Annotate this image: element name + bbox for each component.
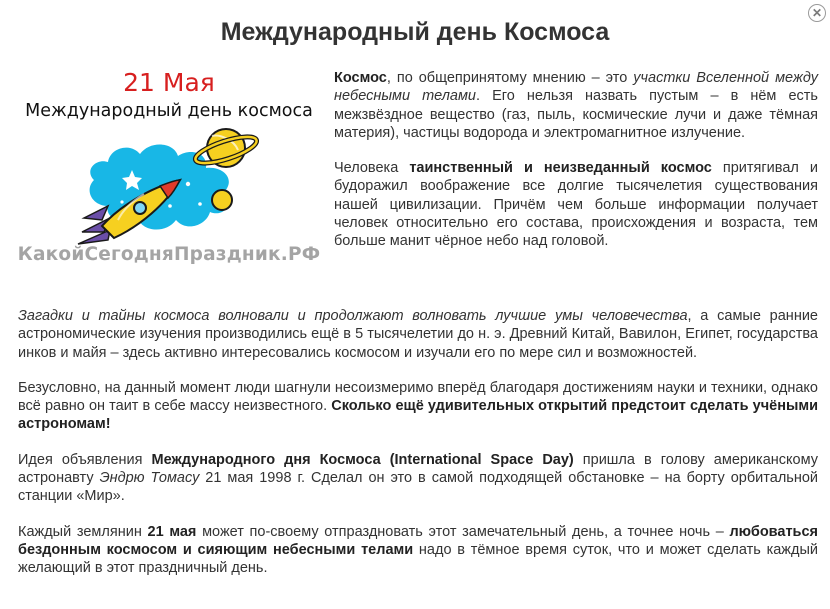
bold-text: Международного дня Космоса (International Space Day)	[151, 451, 574, 468]
paragraph-history	[18, 307, 818, 362]
plain-text: 21 мая 1998 г. Сделал он это в самой подходящей обстановке – на борту орбитальной станции «Мир».	[18, 470, 819, 505]
page-title: Международный день Космоса	[220, 18, 610, 46]
paragraph-celebration	[18, 523, 818, 578]
plain-text: . Его нельзя назвать пустым – в нём есть межзвёздное вещество (газ, пыль, космические лучи и даже тёмная материя), частицы водорода и электромагнитное излучение.	[334, 88, 818, 141]
italic-text: Загадки и тайны космоса волновали и продолжают волновать лучшие умы человечества	[18, 308, 688, 324]
holiday-illustration	[16, 66, 322, 272]
bold-text: Космос	[334, 70, 387, 86]
plain-text: может по-своему отпраздновать этот замечательный день, а точнее ночь –	[196, 523, 730, 540]
paragraph-mystery	[334, 159, 818, 250]
italic-text: участки Вселенной между небесными телами	[334, 70, 818, 105]
illustration-caption: Международный день космоса	[25, 101, 313, 121]
bold-text: таинственный и неизведанный космос	[409, 160, 712, 177]
plain-text: , а самые ранние астрономические изучения производились ещё в 5 тысячелетии до н. э. Древний Китай, Вавилон, Египет, государства инков и майя – здесь активно интересовались космосом и изучали его по мере сил и возможностей.	[18, 308, 818, 361]
bold-text: Сколько ещё удивительных открытий предстоит сделать учёными астрономам!	[18, 398, 819, 433]
plain-text: , по общепринятому мнению – это	[386, 70, 634, 86]
small-planet-icon	[212, 190, 232, 210]
paragraph-origin	[18, 451, 818, 506]
plain-text: надо в тёмное время суток, что и может сделать каждый желающий в этот праздничный день.	[18, 541, 818, 577]
italic-text: Эндрю Томасу	[99, 470, 200, 487]
article-body	[18, 307, 818, 595]
plain-text: пришла в голову американскому астронавту	[18, 451, 818, 487]
plain-text: Идея объявления	[18, 451, 152, 468]
ringed-planet-icon	[193, 129, 259, 168]
paragraph-cosmos-definition	[334, 69, 818, 142]
bold-text: 21 мая	[147, 523, 197, 540]
plain-text: притягивал и будоражил воображение все долгие тысячелетия существования нашей цивилизации. Причём чем больше информации получает человек относительно его состава, происхождения и возраста, тем больше манит чёрное небо над головой.	[334, 160, 818, 250]
bold-text: любоваться бездонным космосом и сияющим небесными телами	[18, 523, 818, 558]
illustration-date: 21 Мая	[123, 68, 215, 97]
intro-column	[334, 69, 818, 268]
close-icon: ✕	[811, 6, 823, 20]
site-watermark: КакойСегодняПраздник.РФ	[17, 244, 321, 265]
plain-text: Человека	[334, 160, 410, 177]
space-clipart	[74, 122, 262, 246]
plain-text: Безусловно, на данный момент люди шагнули несоизмеримо вперёд благодаря достижениям науки и техники, однако всё равно он таит в себе массу неизвестного.	[18, 379, 818, 415]
plain-text: Каждый землянин	[18, 523, 148, 540]
paragraph-discoveries	[18, 379, 818, 434]
